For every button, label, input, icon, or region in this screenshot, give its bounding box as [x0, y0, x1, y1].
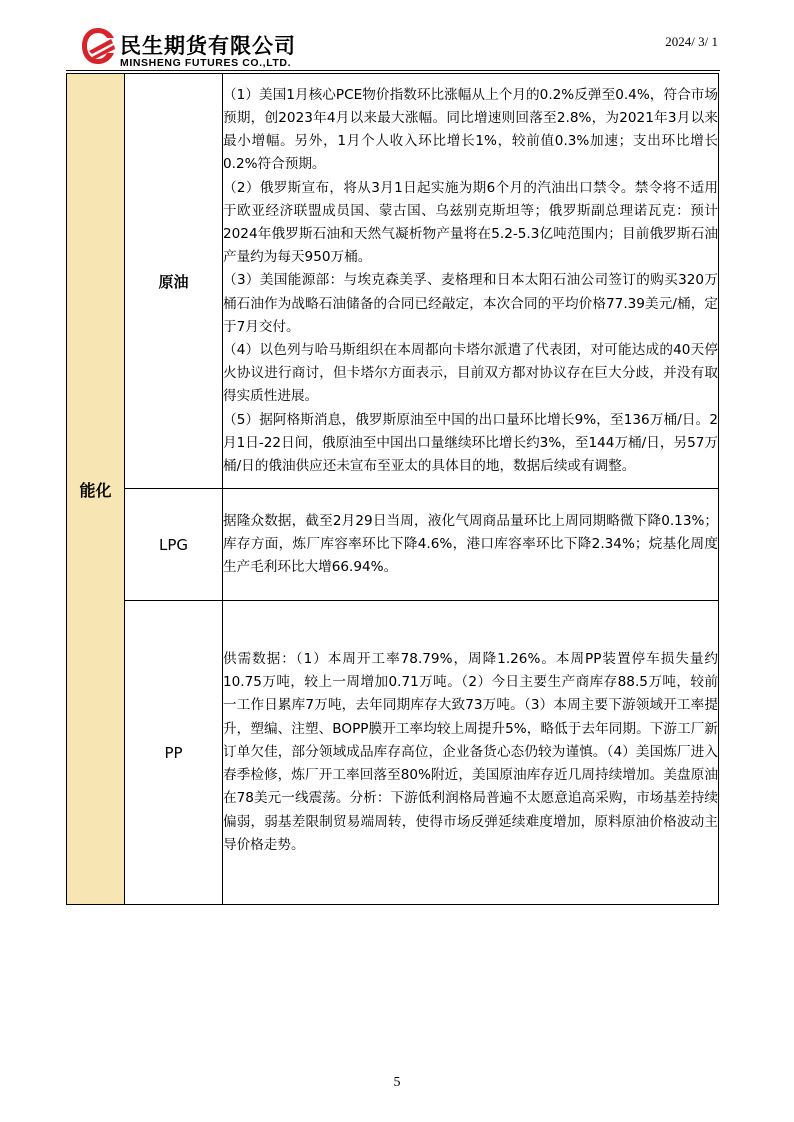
company-name-cn: 民生期货有限公司: [120, 34, 296, 58]
crude-oil-paragraph-1: （1）美国1月核心PCE物价指数环比涨幅从上个月的0.2%反弹至0.4%，符合市场预期，创2023年4月以来最大涨幅。同比增速则回落至2.8%，为2021年3月以来最小增幅。另外，1月个人收入环比增长1%，较前值0.3%加速；支出环比增长0.2%符合预期。: [223, 86, 718, 173]
crude-oil-paragraph-5: （5）据阿格斯消息，俄罗斯原油至中国的出口量环比增长9%，至136万桶/日。2月1日-22日间，俄原油至中国出口量继续环比增长约3%，至144万桶/日，另57万桶/日的俄油供应还未宣布至亚太的具体目的地，数据后续或有调整。: [223, 411, 718, 475]
row-label-lpg: LPG: [125, 489, 223, 601]
crude-oil-paragraph-4: （4）以色列与哈马斯组织在本周都向卡塔尔派遣了代表团，对可能达成的40天停火协议进行商讨，但卡塔尔方面表示，目前双方都对协议存在巨大分歧，并没有取得实质性进展。: [223, 342, 718, 405]
crude-oil-paragraph-2: （2）俄罗斯宣布，将从3月1日起实施为期6个月的汽油出口禁令。禁令将不适用于欧亚经济联盟成员国、蒙古国、乌兹别克斯坦等；俄罗斯副总理诺瓦克：预计2024年俄罗斯石油和天然气凝析物产量将在5.2-5.3亿吨范围内；目前俄罗斯石油产量约为每天950万桶。: [223, 179, 718, 266]
lpg-paragraph-1: 据隆众数据，截至2月29日当周，液化气周商品量环比上周同期略微下降0.13%；库存方面，炼厂库容率环比下降4.6%，港口库容率环比下降2.34%；烷基化周度生产毛利环比大增66.94%。: [223, 512, 718, 576]
commodity-table: [66, 73, 719, 904]
page-number: 5: [393, 1075, 401, 1090]
row-content-crude-oil: [223, 74, 719, 489]
report-date: 2024/ 3/ 1: [665, 34, 718, 49]
pp-paragraph-1: 供需数据：（1）本周开工率78.79%，周降1.26%。本周PP装置停车损失量约10.75万吨，较上一周增加0.71万吨。（2）今日主要生产商库存88.5万吨，较前一工作日累库7万吨，去年同期库存大致73万吨。（3）本周主要下游领域开工率提升，塑编、注塑、BOPP膜开工率均较上周提升5%，略低于去年同期。下游工厂新订单欠佳，部分领域成品库存高位，企业备货心态仍较为谨慎。（4）美国炼厂进入春季检修，炼厂开工率回落至80%附近，美国原油库存近几周持续增加。美盘原油在78美元一线震荡。分析：下游低利润格局普遍不太愿意追高采购，市场基差持续偏弱，弱基差限制贸易端周转，使得市场反弹延续难度增加，原料原油价格波动主导价格走势。: [223, 651, 718, 853]
row-content-lpg: [223, 489, 719, 601]
company-name-en: MINSHENG FUTURES CO.,LTD.: [120, 57, 292, 69]
table-row-crude-oil: [67, 74, 719, 489]
category-cell: 能化: [67, 74, 125, 905]
row-content-pp: [223, 601, 719, 905]
minsheng-logo-icon: [80, 26, 116, 66]
crude-oil-paragraph-3: （3）美国能源部：与埃克森美孚、麦格理和日本太阳石油公司签订的购买320万桶石油作为战略石油储备的合同已经敲定，本次合同的平均价格77.39美元/桶，定于7月交付。: [223, 272, 718, 335]
table-row-lpg: [67, 489, 719, 601]
table-row-pp: [67, 601, 719, 905]
header-rule: [66, 70, 720, 71]
row-label-crude-oil: 原油: [125, 74, 223, 489]
row-label-pp: PP: [125, 601, 223, 905]
